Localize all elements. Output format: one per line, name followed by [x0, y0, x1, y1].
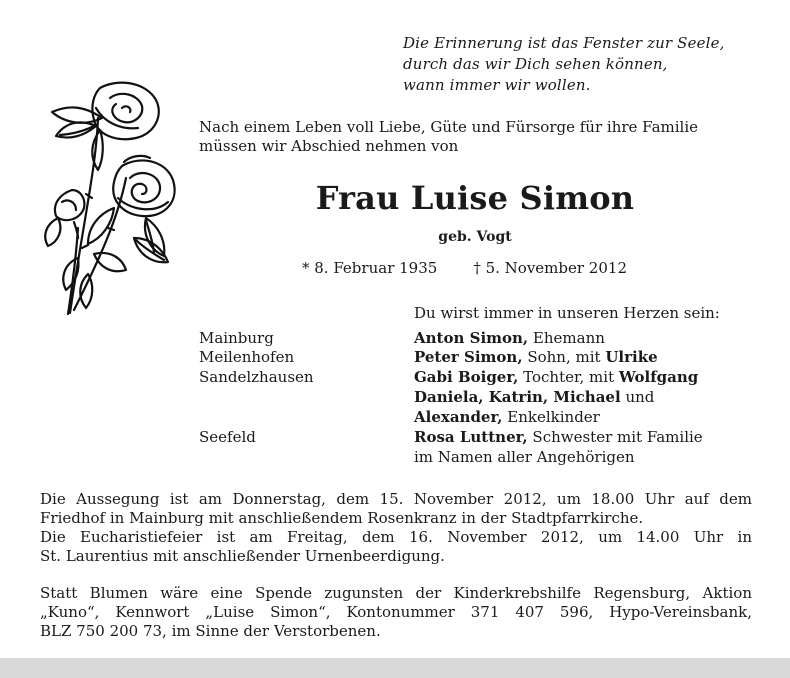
intro-line: müssen wir Abschied nehmen von	[199, 137, 459, 155]
memorial-quote	[403, 33, 773, 96]
death-date: † 5. November 2012	[473, 259, 627, 277]
intro-line: Nach einem Leben voll Liebe, Güte und Fürsorge für ihre Familie	[199, 118, 699, 136]
maiden-name: geb. Vogt	[438, 229, 512, 245]
place-sandelzhausen: Sandelzhausen	[199, 368, 314, 386]
mourner-name: Anton Simon,	[414, 329, 529, 347]
service-line: Die Eucharistiefeier ist am Freitag, dem 16. November 2012, um 14.00 Uhr in	[40, 528, 752, 546]
mourner-relation: Schwester mit Familie	[527, 428, 703, 446]
mourner-name: Peter Simon,	[414, 348, 523, 366]
rose-illustration	[38, 78, 180, 318]
service-line: Friedhof in Mainburg mit anschließendem Rosenkranz in der Stadtpfarrkirche.	[40, 509, 644, 527]
service-line: St. Laurentius mit anschließender Urnenbeerdigung.	[40, 547, 445, 565]
quote-line: durch das wir Dich sehen können,	[403, 55, 668, 73]
mourner-relation: Ehemann	[528, 329, 605, 347]
deceased-name: Frau Luise Simon	[315, 179, 635, 217]
mourner-closing: im Namen aller Angehörigen	[414, 448, 635, 466]
intro-text	[199, 118, 759, 156]
mourner-spouse-name: Ulrike	[605, 348, 658, 366]
mourner-name: Alexander,	[414, 408, 503, 426]
life-dates	[302, 259, 702, 278]
mourner-relation: Tochter, mit	[518, 368, 619, 386]
mourner-relation: und	[620, 388, 655, 406]
service-details	[40, 490, 752, 566]
mourner-line	[414, 388, 654, 407]
mourner-line	[414, 428, 703, 447]
quote-line: wann immer wir wollen.	[403, 76, 591, 94]
mourner-name: Daniela, Katrin, Michael	[414, 388, 621, 406]
donation-line: BLZ 750 200 73, im Sinne der Verstorbenen.	[40, 622, 381, 640]
donation-request	[40, 584, 752, 641]
service-line: Die Aussegung ist am Donnerstag, dem 15. November 2012, um 18.00 Uhr auf dem	[40, 490, 752, 508]
mourners-heading: Du wirst immer in unseren Herzen sein:	[414, 304, 720, 322]
mourner-relation: Enkelkinder	[502, 408, 600, 426]
mourner-line	[414, 348, 658, 367]
mourner-line	[414, 448, 635, 467]
mourner-line	[414, 408, 600, 427]
mourner-name: Rosa Luttner,	[414, 428, 528, 446]
mourner-line	[414, 368, 698, 387]
donation-line: Statt Blumen wäre eine Spende zugunsten der Kinderkrebshilfe Regensburg, Aktion	[40, 584, 752, 602]
birth-date: * 8. Februar 1935	[302, 259, 438, 277]
donation-line: „Kuno“, Kennwort „Luise Simon“, Kontonummer 371 407 596, Hypo-Vereinsbank,	[40, 603, 752, 621]
mourner-relation: Sohn, mit	[522, 348, 606, 366]
bottom-border	[0, 658, 790, 678]
mourner-line	[414, 329, 605, 348]
quote-line: Die Erinnerung ist das Fenster zur Seele,	[403, 34, 725, 52]
place-mainburg: Mainburg	[199, 329, 274, 347]
mourner-name: Gabi Boiger,	[414, 368, 519, 386]
place-meilenhofen: Meilenhofen	[199, 348, 295, 366]
mourner-spouse-name: Wolfgang	[618, 368, 699, 386]
place-seefeld: Seefeld	[199, 428, 256, 446]
